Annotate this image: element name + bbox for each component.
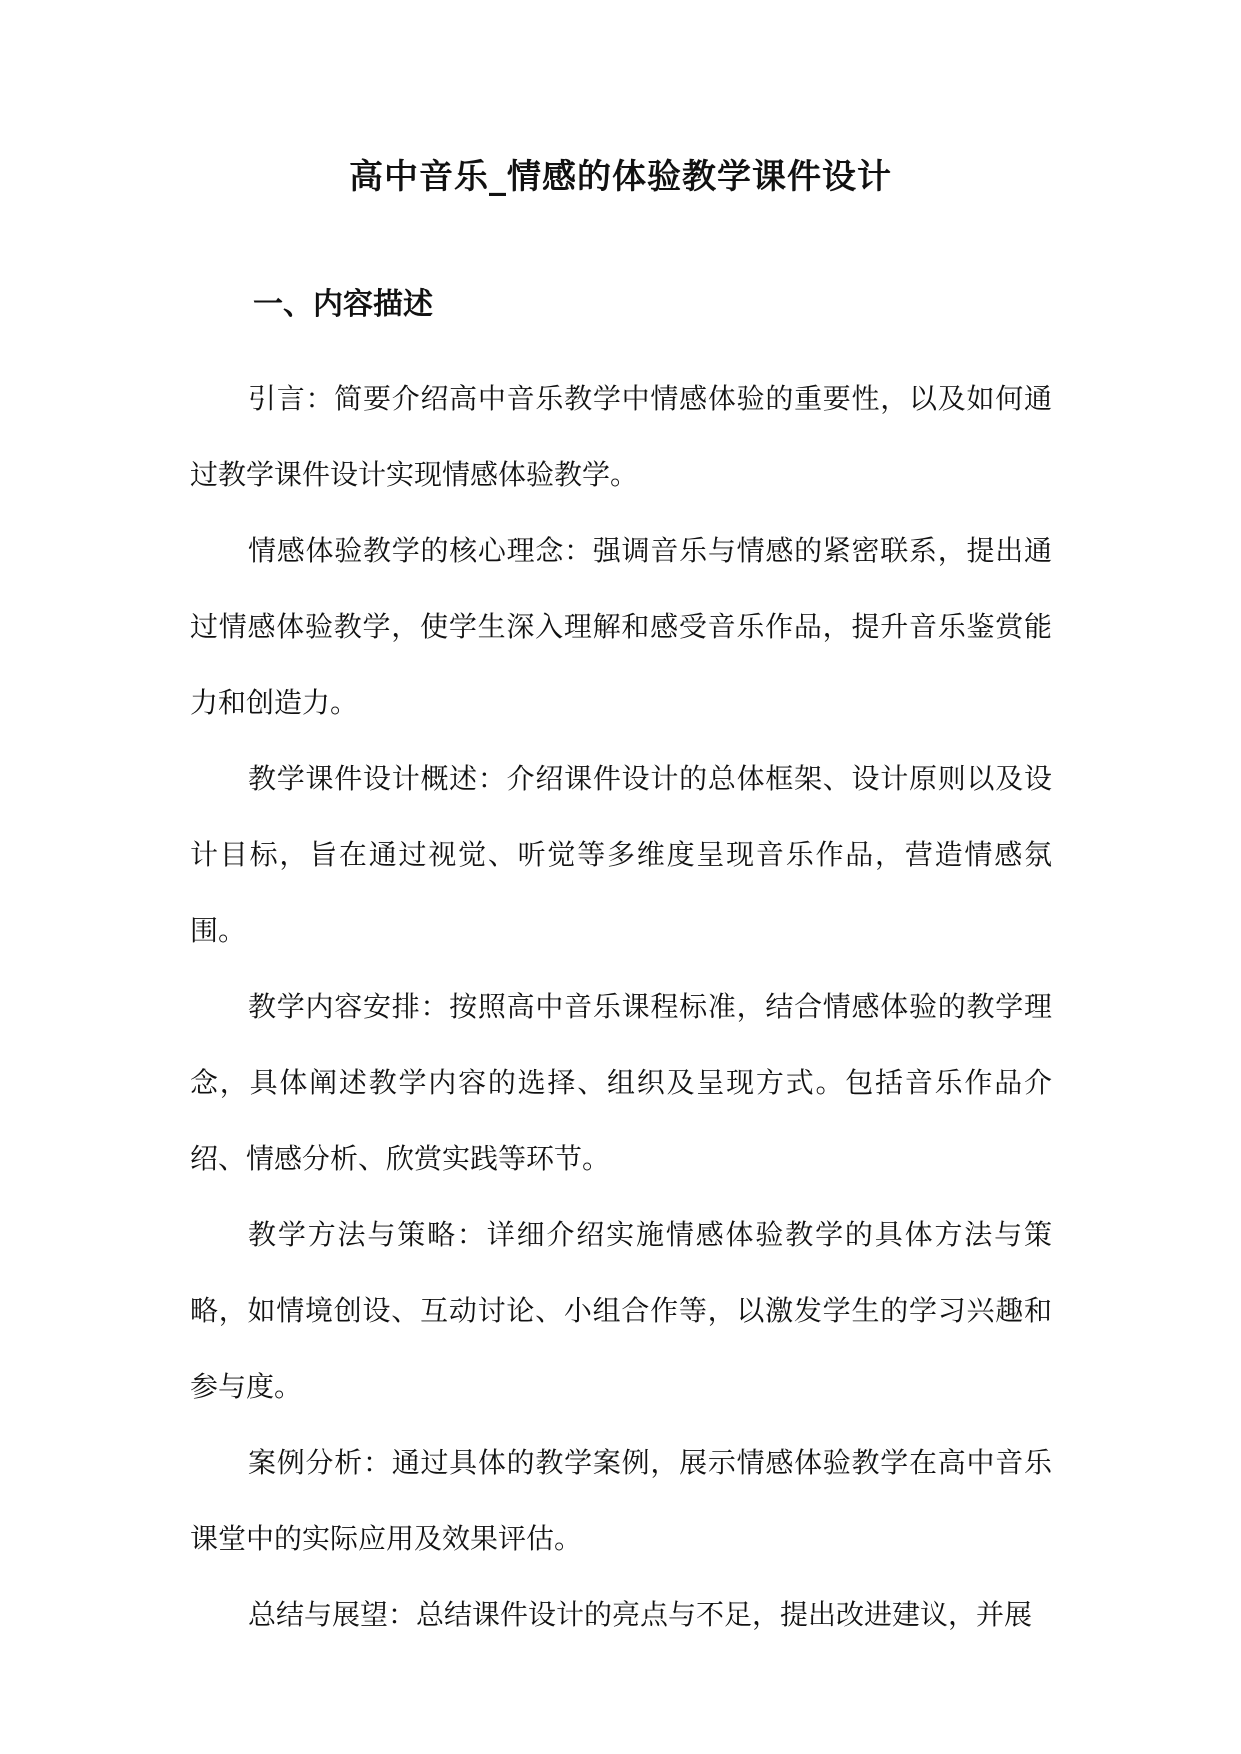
paragraph-introduction: 引言：简要介绍高中音乐教学中情感体验的重要性，以及如何通过教学课件设计实现情感体验教学。 bbox=[190, 382, 1052, 491]
paragraph-design-overview: 教学课件设计概述：介绍课件设计的总体框架、设计原则以及设计目标，旨在通过视觉、听觉等多维度呈现音乐作品，营造情感氛围。 bbox=[190, 762, 1052, 947]
paragraph-summary-outlook: 总结与展望：总结课件设计的亮点与不足，提出改进建议，并展 bbox=[248, 1598, 1033, 1631]
section-heading: 一、内容描述 bbox=[253, 287, 433, 322]
paragraph-case-analysis: 案例分析：通过具体的教学案例，展示情感体验教学在高中音乐课堂中的实际应用及效果评估。 bbox=[190, 1446, 1052, 1555]
paragraph-core-concept: 情感体验教学的核心理念：强调音乐与情感的紧密联系，提出通过情感体验教学，使学生深入理解和感受音乐作品，提升音乐鉴赏能力和创造力。 bbox=[190, 534, 1052, 719]
paragraph-methods-strategies: 教学方法与策略：详细介绍实施情感体验教学的具体方法与策略，如情境创设、互动讨论、小组合作等，以激发学生的学习兴趣和参与度。 bbox=[190, 1218, 1052, 1403]
paragraph-content-arrangement: 教学内容安排：按照高中音乐课程标准，结合情感体验的教学理念，具体阐述教学内容的选择、组织及呈现方式。包括音乐作品介绍、情感分析、欣赏实践等环节。 bbox=[190, 990, 1052, 1175]
document-title: 高中音乐_情感的体验教学课件设计 bbox=[349, 157, 892, 197]
document-body bbox=[190, 361, 1052, 1653]
